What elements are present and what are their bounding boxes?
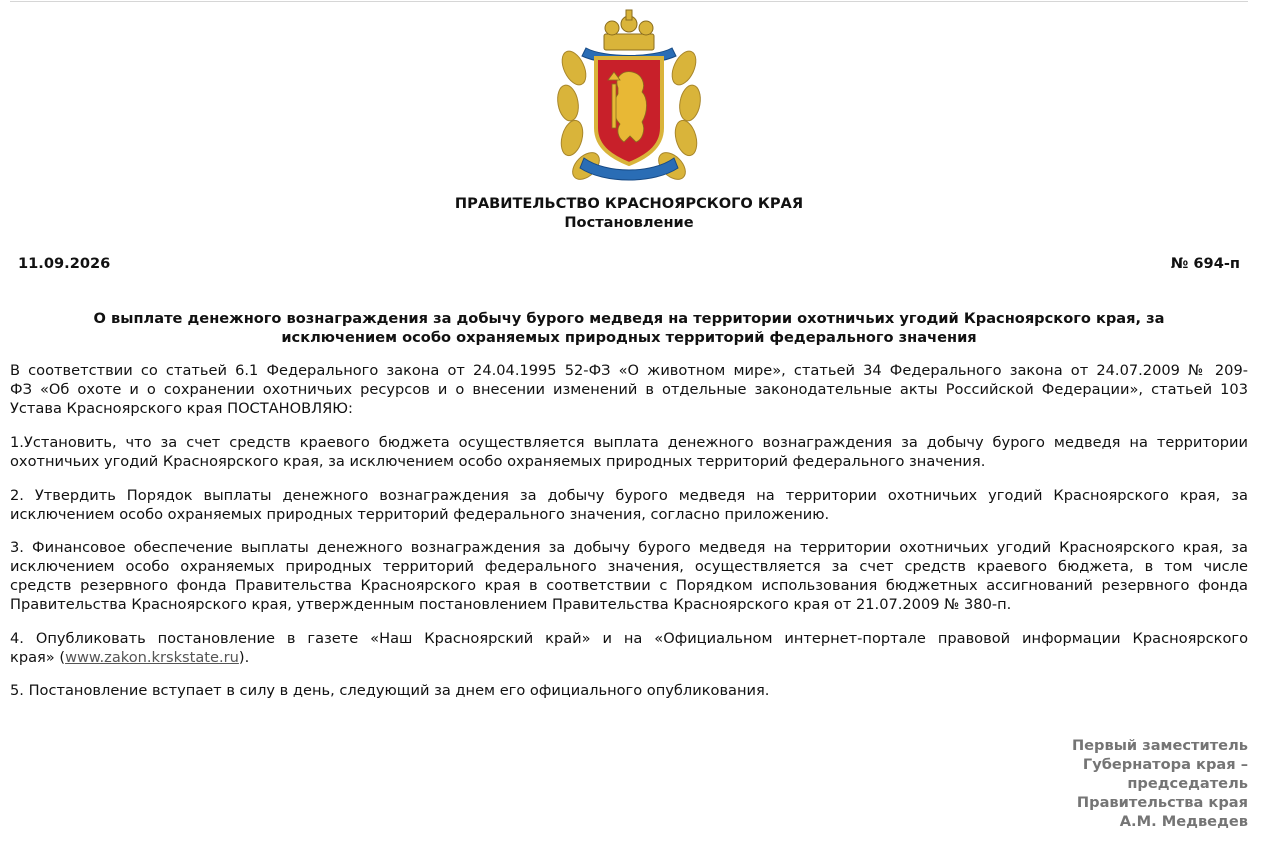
document-title-line: О выплате денежного вознаграждения за добычу бурого медведя на территории охотничьих угодий Красноярского края, за <box>93 310 1165 327</box>
signature-line: Губернатора края – <box>1082 756 1248 773</box>
signature-line: Первый заместитель <box>1071 737 1248 754</box>
signatory-name: А.М. Медведев <box>1119 813 1248 830</box>
item-2-line: 2. Утвердить Порядок выплаты денежного вознаграждения за добычу бурого медведя на территории охотничьих угодий Красноярского края, за <box>10 487 1248 504</box>
item-1-line: охотничьих угодий Красноярского края, за исключением особо охраняемых природных территорий федерального значения. <box>10 453 986 470</box>
document-number: № 694-п <box>1170 255 1240 272</box>
top-divider <box>10 1 1248 2</box>
item-4-text: ). <box>238 649 250 666</box>
preamble-line: ФЗ «Об охоте и о сохранении охотничьих ресурсов и о внесении изменений в отдельные законодательные акты Российской Федерации», статьей 103 <box>10 381 1248 398</box>
signature-line: председатель <box>1127 775 1248 792</box>
document-title-line: исключением особо охраняемых природных территорий федерального значения <box>281 329 977 346</box>
item-3-line: средств резервного фонда Правительства Красноярского края в соответствии с Порядком использования бюджетных ассигнований резервного фонда <box>10 577 1248 594</box>
item-1-line: 1.Установить, что за счет средств краевого бюджета осуществляется выплата денежного вознаграждения за добычу бурого медведя на территории <box>10 434 1248 451</box>
item-4-text: края» ( <box>10 649 66 666</box>
item-2-line: исключением особо охраняемых природных территорий федерального значения, согласно приложению. <box>10 506 830 523</box>
document-date: 11.09.2026 <box>18 255 111 272</box>
zakon-portal-link[interactable]: www.zakon.krskstate.ru <box>65 649 239 666</box>
signature-line: Правительства края <box>1076 794 1248 811</box>
government-name: ПРАВИТЕЛЬСТВО КРАСНОЯРСКОГО КРАЯ <box>454 195 804 212</box>
krasnoyarsk-coat-of-arms-icon <box>556 8 702 184</box>
preamble-line: В соответствии со статьей 6.1 Федерального закона от 24.04.1995 52-ФЗ «О животном мире», статьей 34 Федерального закона от 24.07.2009 № 209- <box>10 362 1248 379</box>
item-4-line <box>10 648 1248 667</box>
item-3-line: Правительства Красноярского края, утвержденным постановлением Правительства Красноярского края от 21.07.2009 № 380-п. <box>10 596 1012 613</box>
item-4-line: 4. Опубликовать постановление в газете «Наш Красноярский край» и на «Официальном интернет-портале правовой информации Красноярского <box>10 630 1248 647</box>
document-type: Постановление <box>564 214 694 231</box>
item-5-line: 5. Постановление вступает в силу в день, следующий за днем его официального опубликования. <box>10 682 770 699</box>
item-3-line: исключением особо охраняемых природных территорий федерального значения, осуществляется за счет средств краевого бюджета, в том числе <box>10 558 1248 575</box>
preamble-line: Устава Красноярского края ПОСТАНОВЛЯЮ: <box>10 400 353 417</box>
item-3-line: 3. Финансовое обеспечение выплаты денежного вознаграждения за добычу бурого медведя на территории охотничьих угодий Красноярского края, за <box>10 539 1248 556</box>
